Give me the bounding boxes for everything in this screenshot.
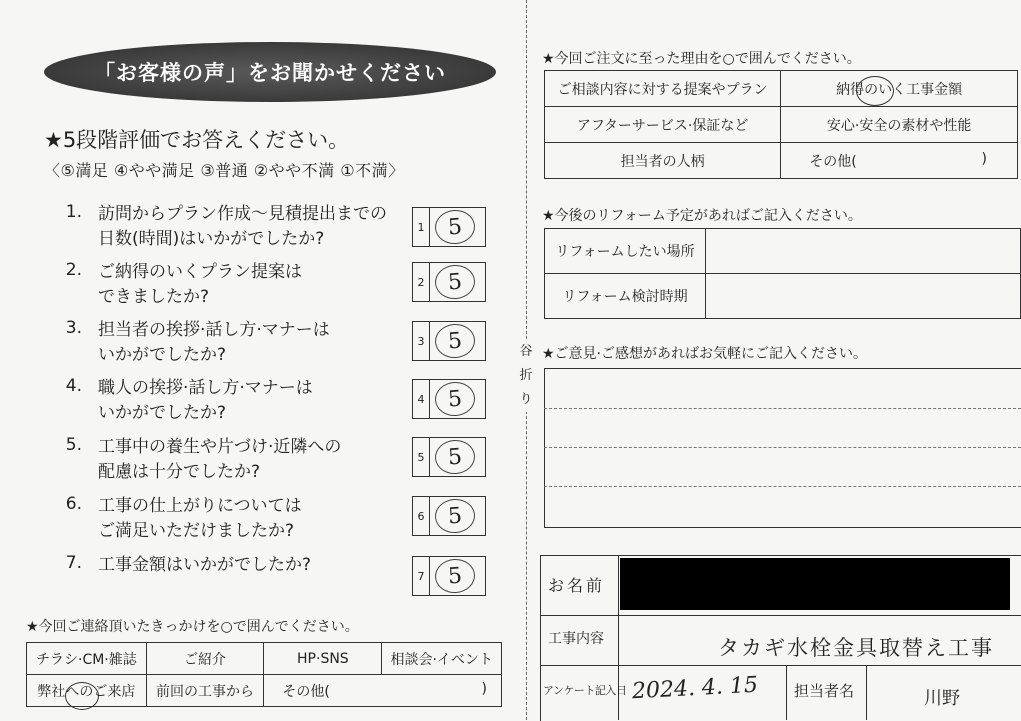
answer-box-number: 4	[413, 380, 430, 418]
contact-other-open: その他(	[282, 683, 330, 700]
staff-name-value: 川野	[924, 688, 960, 709]
survey-date-value: 2024. 4. 15	[631, 672, 759, 705]
reform-timing-field[interactable]	[706, 274, 1021, 319]
reason-option-material[interactable]: 安心·安全の素材や性能	[781, 107, 1018, 143]
contact-option-referral[interactable]: ご紹介	[146, 643, 264, 675]
question-number: 5.	[65, 435, 82, 455]
question-text: ご納得のいくプラン提案は できましたか?	[98, 262, 302, 307]
work-content-value: タカギ水栓金具取替え工事	[718, 636, 994, 660]
answer-box[interactable]	[412, 496, 486, 536]
question-number: 3.	[65, 318, 82, 338]
reason-option-staff[interactable]: 担当者の人柄	[545, 143, 781, 179]
question-text: 訪問からプラン作成～見積提出までの 日数(時間)はいかがでしたか?	[98, 204, 387, 249]
answer-circled-score: 5	[434, 558, 476, 595]
answer-box-number: 6	[413, 497, 430, 535]
answer-circled-score: 5	[434, 209, 476, 246]
customer-name-redacted	[620, 558, 1010, 610]
answer-circled-score: 5	[434, 381, 476, 418]
customer-info-rule-1	[540, 615, 1021, 616]
answer-box[interactable]	[412, 437, 486, 477]
reason-option-proposal[interactable]: ご相談内容に対する提案やプラン	[545, 71, 781, 107]
opinion-line-1	[544, 408, 1021, 409]
question-text: 担当者の挨拶·話し方·マナーは いかがでしたか?	[98, 320, 330, 365]
question-text: 工事中の養生や片づけ·近隣への 配慮は十分でしたか?	[98, 437, 342, 482]
customer-name-label: お名前	[548, 576, 606, 595]
reason-option-after-service[interactable]: アフターサービス·保証など	[545, 107, 781, 143]
answer-circled-score: 5	[434, 439, 476, 476]
reform-plan-table	[544, 228, 1021, 319]
answer-circled-score: 5	[434, 323, 476, 360]
reason-option-other[interactable]	[781, 143, 1018, 179]
answer-box-number: 2	[413, 263, 430, 301]
answer-box[interactable]	[412, 321, 486, 361]
question-number: 6.	[65, 494, 82, 514]
survey-date-label: アンケート記入日	[543, 684, 627, 697]
order-reason-table	[544, 70, 1018, 179]
opinion-line-3	[544, 486, 1021, 487]
question-number: 4.	[65, 376, 82, 396]
fold-label	[516, 340, 536, 412]
reason-price-circle-mark	[856, 76, 894, 106]
survey-title-banner: 「お客様の声」をお聞かせください	[44, 42, 496, 102]
contact-other-close: )	[481, 680, 487, 697]
reform-timing-label: リフォーム検討時期	[545, 274, 706, 319]
answer-box-number: 1	[413, 208, 430, 246]
question-text: 工事金額はいかがでしたか?	[98, 555, 312, 575]
contact-option-other[interactable]	[264, 675, 502, 707]
question-number: 2.	[65, 260, 82, 280]
reform-place-label: リフォームしたい場所	[545, 229, 706, 274]
answer-box-number: 5	[413, 438, 430, 476]
question-text: 職人の挨拶·話し方·マナーは いかがでしたか?	[98, 378, 313, 423]
customer-info-rule-2	[540, 665, 1021, 666]
answer-box[interactable]	[412, 556, 486, 596]
answer-box[interactable]	[412, 379, 486, 419]
question-number: 1.	[65, 202, 82, 222]
reason-other-close: )	[981, 150, 987, 167]
fold-char-3: り	[516, 388, 536, 412]
reason-other-open: その他(	[809, 153, 857, 170]
reform-place-field[interactable]	[706, 229, 1021, 274]
opinion-heading: ★ご意見·ご感想があればお気軽にご記入ください。	[542, 346, 867, 362]
answer-box[interactable]	[412, 207, 486, 247]
reason-option-price-label: 納得のいく工事金額	[836, 81, 963, 98]
answer-circled-score: 5	[434, 498, 476, 535]
staff-name-label: 担当者名	[794, 682, 855, 700]
opinion-line-2	[544, 447, 1021, 448]
contact-reason-heading: ★今回ご連絡頂いたきっかけを○で囲んでください。	[26, 619, 359, 635]
opinion-textarea[interactable]	[544, 368, 1021, 528]
rating-heading: ★5段階評価でお答えください。	[44, 128, 350, 152]
answer-box[interactable]	[412, 262, 486, 302]
contact-option-event[interactable]: 相談会·イベント	[382, 643, 502, 675]
customer-info-rule-4	[866, 665, 867, 720]
contact-option-store-visit-label: 弊社へのご来店	[37, 683, 136, 700]
answer-circled-score: 5	[434, 264, 476, 301]
work-content-label: 工事内容	[548, 631, 604, 647]
question-number: 7.	[65, 553, 82, 573]
contact-option-previous-work[interactable]: 前回の工事から	[146, 675, 264, 707]
answer-box-number: 3	[413, 322, 430, 360]
rating-scale: 〈⑤満足 ④やや満足 ③普通 ②やや不満 ①不満〉	[44, 161, 405, 180]
contact-store-circle-mark	[65, 682, 99, 710]
fold-char-2: 折	[516, 364, 536, 388]
order-reason-heading: ★今回ご注文に至った理由を○で囲んでください。	[542, 51, 861, 67]
reason-option-price[interactable]	[781, 71, 1018, 107]
question-text: 工事の仕上がりについては ご満足いただけましたか?	[98, 496, 302, 541]
reform-plan-heading: ★今後のリフォーム予定があればご記入ください。	[542, 208, 862, 224]
answer-box-number: 7	[413, 557, 430, 595]
customer-info-rule-3	[786, 665, 787, 720]
contact-option-flyer[interactable]: チラシ·CM·雑誌	[27, 643, 147, 675]
fold-char-1: 谷	[516, 340, 536, 364]
contact-option-web[interactable]: HP·SNS	[264, 643, 382, 675]
